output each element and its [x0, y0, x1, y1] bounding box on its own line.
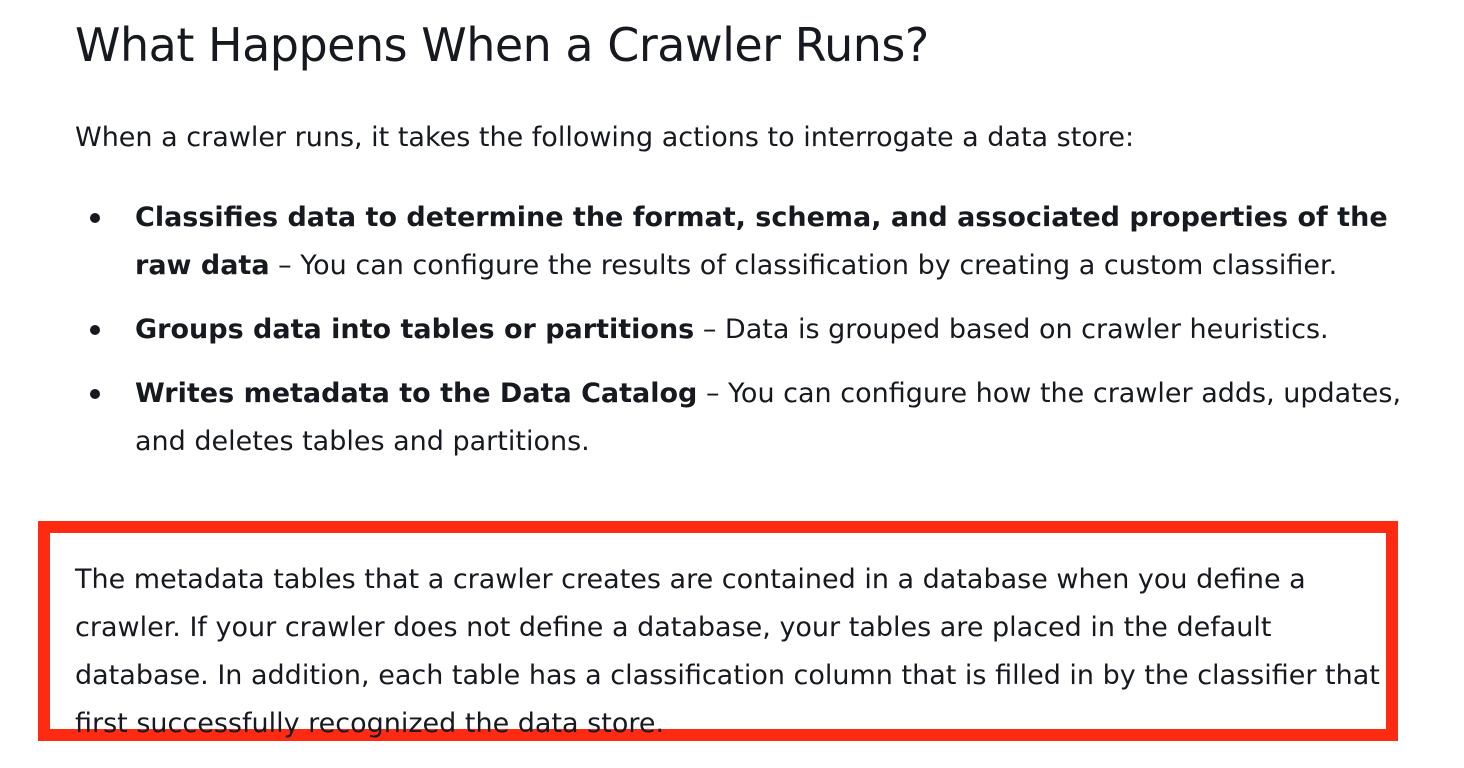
list-item-description: – You can configure how the crawler adds, updates, and deletes tables and partitions.	[135, 378, 1402, 457]
list-item-groups	[75, 306, 1405, 354]
list-item-description: – You can configure the results of classification by creating a custom classifier.	[269, 250, 1338, 281]
bullet-icon	[90, 213, 100, 223]
list-item-heading: Writes metadata to the Data Catalog	[135, 378, 698, 409]
intro-paragraph: When a crawler runs, it takes the following actions to interrogate a data store:	[75, 122, 1135, 153]
list-item-writes	[75, 370, 1405, 466]
highlight-paragraph: The metadata tables that a crawler creates are contained in a database when you define a crawler. If your crawler does not define a database, your tables are placed in the default database. In addition, each table has a classification column that is filled in by the classifier that first successfully recognized the data store.	[75, 564, 1380, 739]
list-item-heading: Classifies data to determine the format, schema, and associated properties of the raw data	[135, 202, 1388, 281]
list-item-classifies	[75, 194, 1405, 290]
page-title: What Happens When a Crawler Runs?	[75, 18, 929, 72]
bullet-icon	[90, 389, 100, 399]
list-item-description: – Data is grouped based on crawler heuristics.	[694, 314, 1329, 345]
list-item-heading: Groups data into tables or partitions	[135, 314, 695, 345]
bullet-icon	[90, 325, 100, 335]
action-list	[75, 194, 1405, 482]
highlight-box	[38, 521, 1398, 741]
